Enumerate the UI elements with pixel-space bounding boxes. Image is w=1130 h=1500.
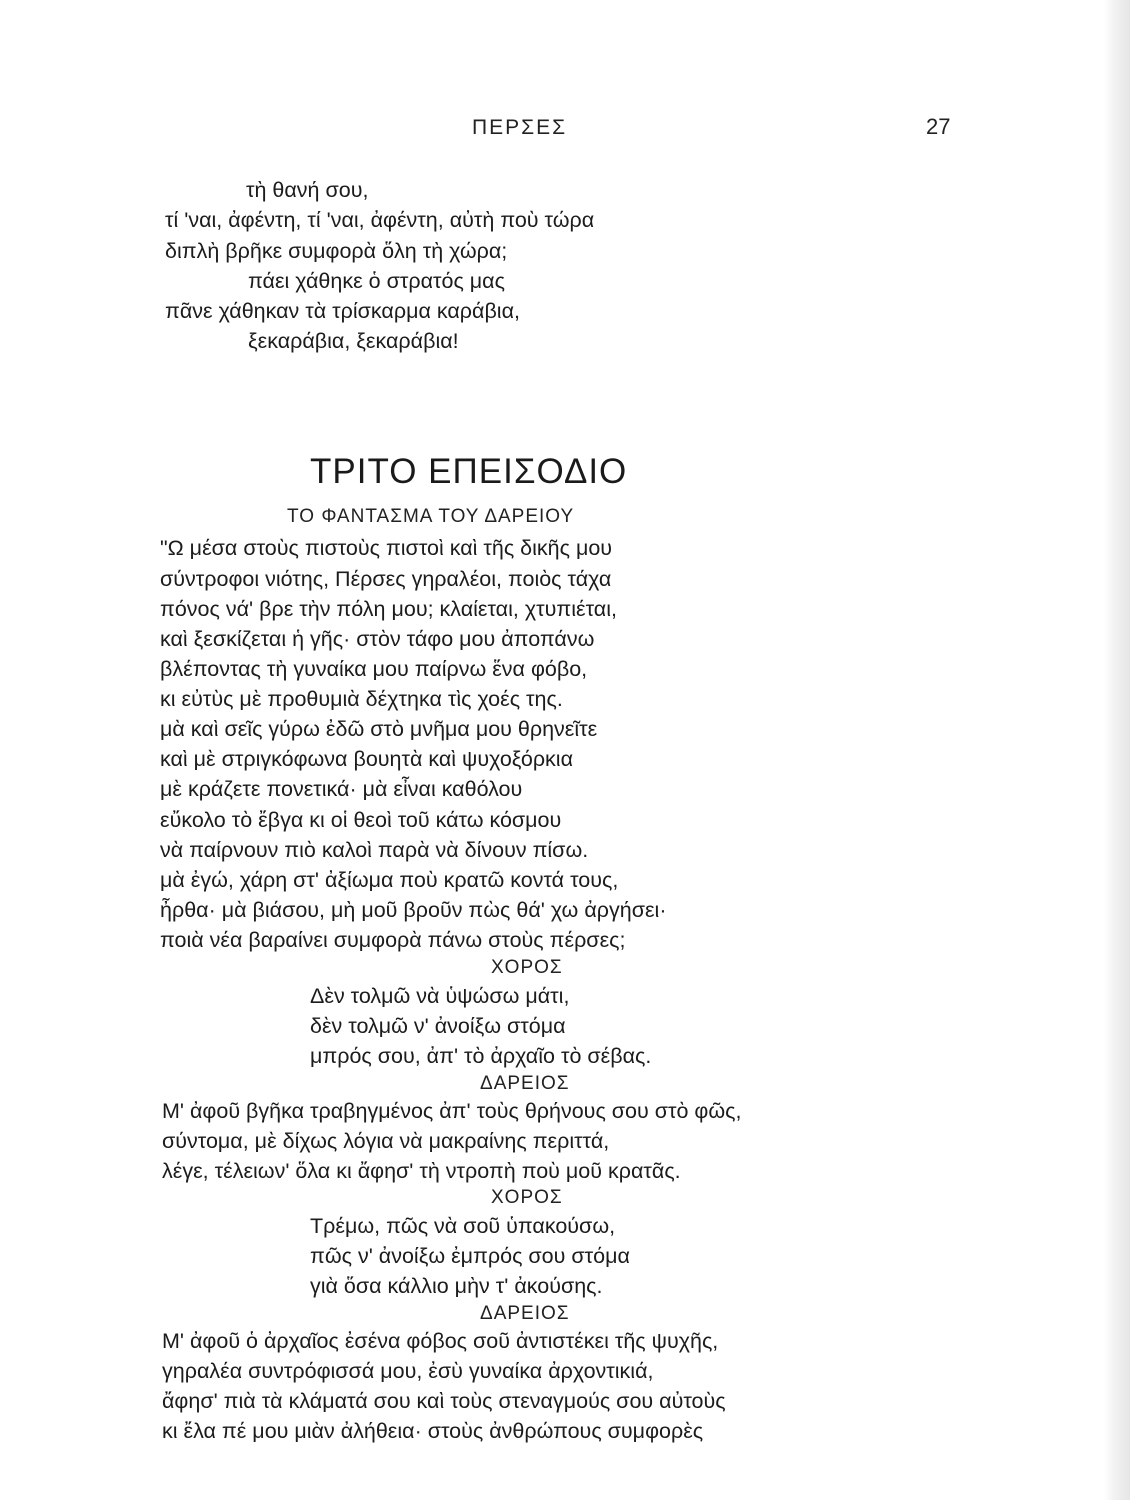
text-line: σύντροφοι νιότης, Πέρσες γηραλέοι, ποιὸς τάχα xyxy=(160,567,612,591)
text-line: δὲν τολμῶ ν' ἀνοίξω στόμα xyxy=(310,1014,566,1038)
running-head: ΠΕΡΣΕΣ xyxy=(472,116,568,139)
text-line: μπρός σου, ἀπ' τὸ ἀρχαῖο τὸ σέβας. xyxy=(310,1044,652,1068)
text-line: πάει χάθηκε ὁ στρατός μας xyxy=(248,269,505,293)
text-line: κι εὐτὺς μὲ προθυμιὰ δέχτηκα τὶς χοές της. xyxy=(160,687,563,711)
speaker-label: ΧΟΡΟΣ xyxy=(491,1187,563,1208)
speaker-label: ΧΟΡΟΣ xyxy=(491,957,563,978)
speaker-label: ΔΑΡΕΙΟΣ xyxy=(480,1073,570,1094)
text-line: κι ἔλα πέ μου μιὰν ἀλήθεια· στοὺς ἀνθρώπους συμφορὲς xyxy=(162,1419,704,1443)
text-line: πᾶνε χάθηκαν τὰ τρίσκαρμα καράβια, xyxy=(165,299,520,323)
text-line: λέγε, τέλειων' ὅλα κι ἄφησ' τὴ ντροπὴ ποὺ μοῦ κρατᾶς. xyxy=(162,1159,681,1183)
text-line: βλέποντας τὴ γυναίκα μου παίρνω ἕνα φόβο, xyxy=(160,657,588,681)
speaker-label: ΔΑΡΕΙΟΣ xyxy=(480,1303,570,1324)
text-line: μὲ κράζετε πονετικά· μὰ εἶναι καθόλου xyxy=(160,777,523,801)
page-edge-shadow xyxy=(1104,0,1130,1500)
text-line: καὶ μὲ στριγκόφωνα βουητὰ καὶ ψυχοξόρκια xyxy=(160,747,574,771)
text-line: μὰ καὶ σεῖς γύρω ἐδῶ στὸ μνῆμα μου θρηνεῖτε xyxy=(160,717,598,741)
text-line: νὰ παίρνουν πιὸ καλοὶ παρὰ νὰ δίνουν πίσω. xyxy=(160,838,589,862)
section-subheading: ΤΟ ΦΑΝΤΑΣΜΑ ΤΟΥ ΔΑΡΕΙΟΥ xyxy=(287,506,575,527)
text-line: γηραλέα συντρόφισσά μου, ἐσὺ γυναίκα ἀρχοντικιά, xyxy=(162,1359,654,1383)
text-line: ἦρθα· μὰ βιάσου, μὴ μοῦ βροῦν πὼς θά' χω ἀργήσει· xyxy=(160,898,667,922)
text-line: εὔκολο τὸ ἔβγα κι οἱ θεοὶ τοῦ κάτω κόσμου xyxy=(160,808,562,832)
text-line: "Ω μέσα στοὺς πιστοὺς πιστοὶ καὶ τῆς δικῆς μου xyxy=(160,536,613,560)
text-line: καὶ ξεσκίζεται ἡ γῆς· στὸν τάφο μου ἀποπάνω xyxy=(160,627,595,651)
text-line: πῶς ν' ἀνοίξω ἐμπρός σου στόμα xyxy=(310,1244,630,1268)
text-line: Τρέμω, πῶς νὰ σοῦ ὑπακούσω, xyxy=(310,1214,616,1238)
text-line: Μ' ἀφοῦ βγῆκα τραβηγμένος ἀπ' τοὺς θρήνους σου στὸ φῶς, xyxy=(162,1099,742,1123)
text-line: Δὲν τολμῶ νὰ ὑψώσω μάτι, xyxy=(310,984,570,1008)
page-number: 27 xyxy=(926,114,951,139)
text-line: ξεκαράβια, ξεκαράβια! xyxy=(248,329,459,353)
text-line: μὰ ἐγώ, χάρη στ' ἀξίωμα ποὺ κρατῶ κοντά τους, xyxy=(160,868,619,892)
text-line: τί 'ναι, ἀφέντη, τί 'ναι, ἀφέντη, αὐτὴ ποὺ τώρα xyxy=(165,208,595,232)
text-line: γιὰ ὅσα κάλλιο μὴν τ' ἀκούσης. xyxy=(310,1274,603,1298)
text-line: ποιὰ νέα βαραίνει συμφορὰ πάνω στοὺς πέρσες; xyxy=(160,928,626,952)
text-line: διπλὴ βρῆκε συμφορὰ ὅλη τὴ χώρα; xyxy=(165,239,508,263)
section-heading: ΤΡΙΤΟ ΕΠΕΙΣΟΔΙΟ xyxy=(310,452,628,491)
text-line: τὴ θανή σου, xyxy=(246,178,369,202)
text-line: ἄφησ' πιὰ τὰ κλάματά σου καὶ τοὺς στεναγμούς σου αὐτοὺς xyxy=(162,1389,726,1413)
text-line: σύντομα, μὲ δίχως λόγια νὰ μακραίνης περιττά, xyxy=(162,1129,610,1153)
text-line: πόνος νά' βρε τὴν πόλη μου; κλαίεται, χτυπιέται, xyxy=(160,597,617,621)
text-line: Μ' ἀφοῦ ὁ ἀρχαῖος ἐσένα φόβος σοῦ ἀντιστέκει τῆς ψυχῆς, xyxy=(162,1329,719,1353)
